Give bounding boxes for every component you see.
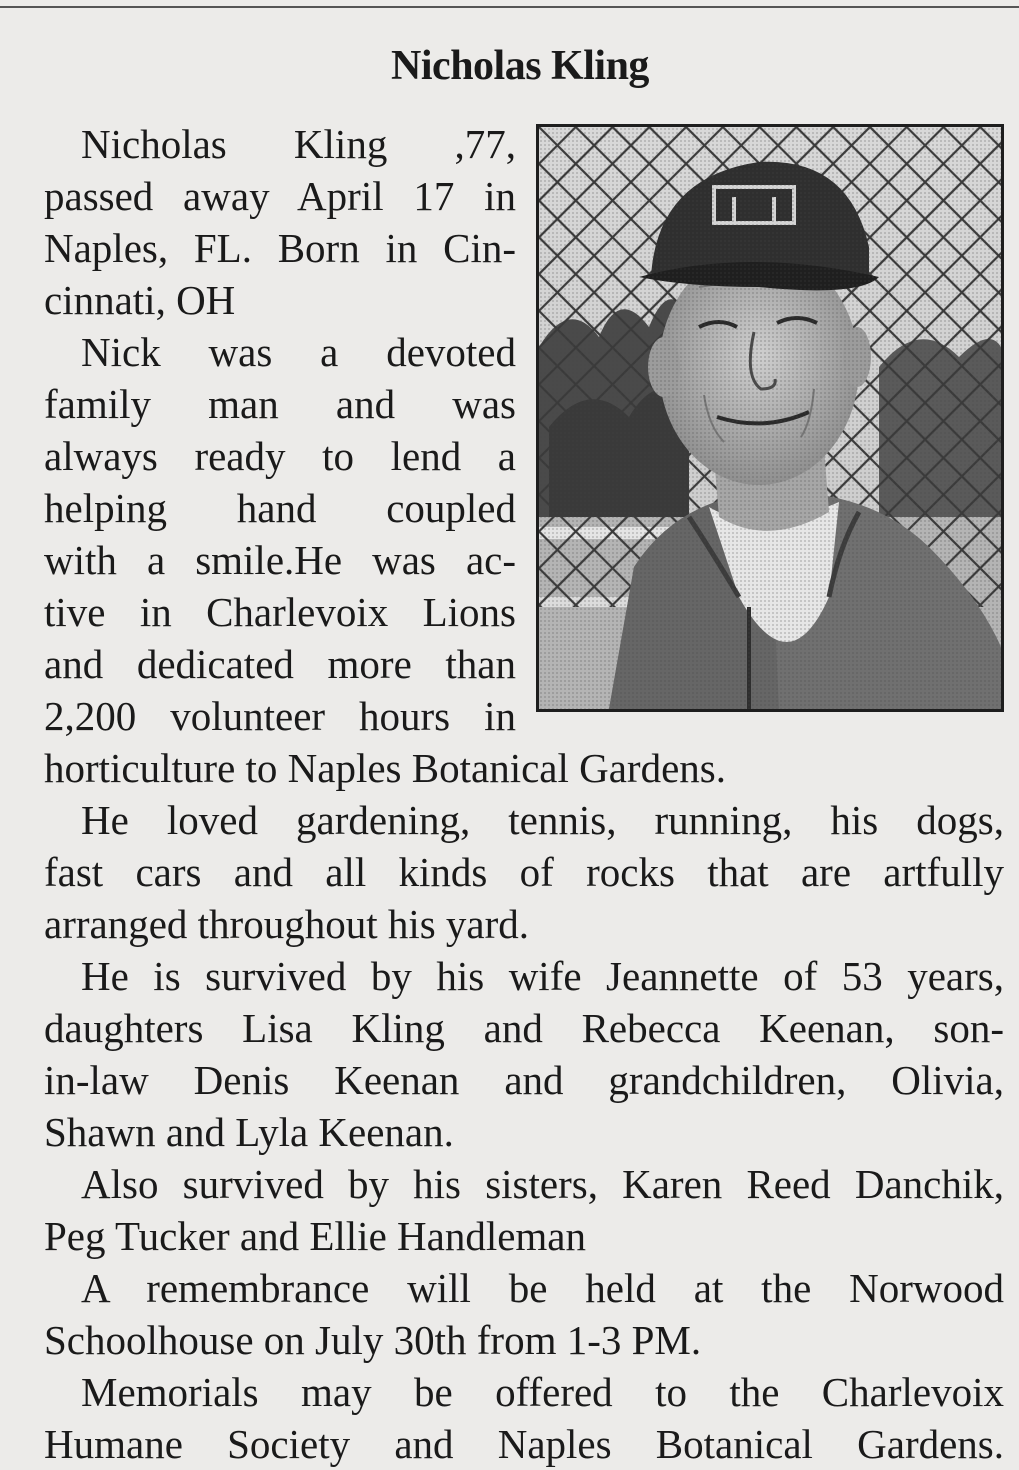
text-line: cinnati, OH [44,277,236,323]
obituary-body-text [44,742,1004,1470]
text-line: helping hand coupled [44,485,516,531]
text-line: in-law Denis Keenan and grandchildren, Olivia, [44,1057,1004,1103]
obituary-headline: Nicholas Kling [391,43,649,89]
text-line: horticulture to Naples Botanical Gardens. [44,745,726,791]
text-line: Peg Tucker and Ellie Handleman [44,1213,587,1259]
text-line: Shawn and Lyla Keenan. [44,1109,454,1155]
text-line: tive in Charlevoix Lions [44,589,516,635]
text-line: Nick was a devoted [81,329,516,375]
text-line: passed away April 17 in [44,173,516,219]
text-line: always ready to lend a [44,433,516,479]
text-line: Schoolhouse on July 30th from 1-3 PM. [44,1317,702,1363]
text-line: Also survived by his sisters, Karen Reed Danchik, [81,1161,1004,1207]
obituary-column-text [44,118,516,742]
text-line: with a smile.He was ac- [44,537,516,583]
text-line: Memorials may be offered to the Charlevoix [81,1369,1004,1415]
text-line: family man and was [44,381,516,427]
text-line: He is survived by his wife Jeannette of 53 years, [81,953,1004,999]
portrait-photo [536,124,1004,712]
text-line: and dedicated more than [44,641,516,687]
text-line: Humane Society and Naples Botanical Gardens. [44,1421,1004,1467]
text-line: daughters Lisa Kling and Rebecca Keenan, son- [44,1005,1004,1051]
top-rule [0,6,1019,8]
text-line: arranged throughout his yard. [44,901,530,947]
text-line: 2,200 volunteer hours in [44,693,516,739]
text-line: Naples, FL. Born in Cin- [44,225,516,271]
text-line: He loved gardening, tennis, running, his dogs, [81,797,1004,843]
text-line: Nicholas Kling ,77, [81,121,516,167]
text-line: A remembrance will be held at the Norwood [81,1265,1004,1311]
text-line: fast cars and all kinds of rocks that are artfully [44,849,1004,895]
